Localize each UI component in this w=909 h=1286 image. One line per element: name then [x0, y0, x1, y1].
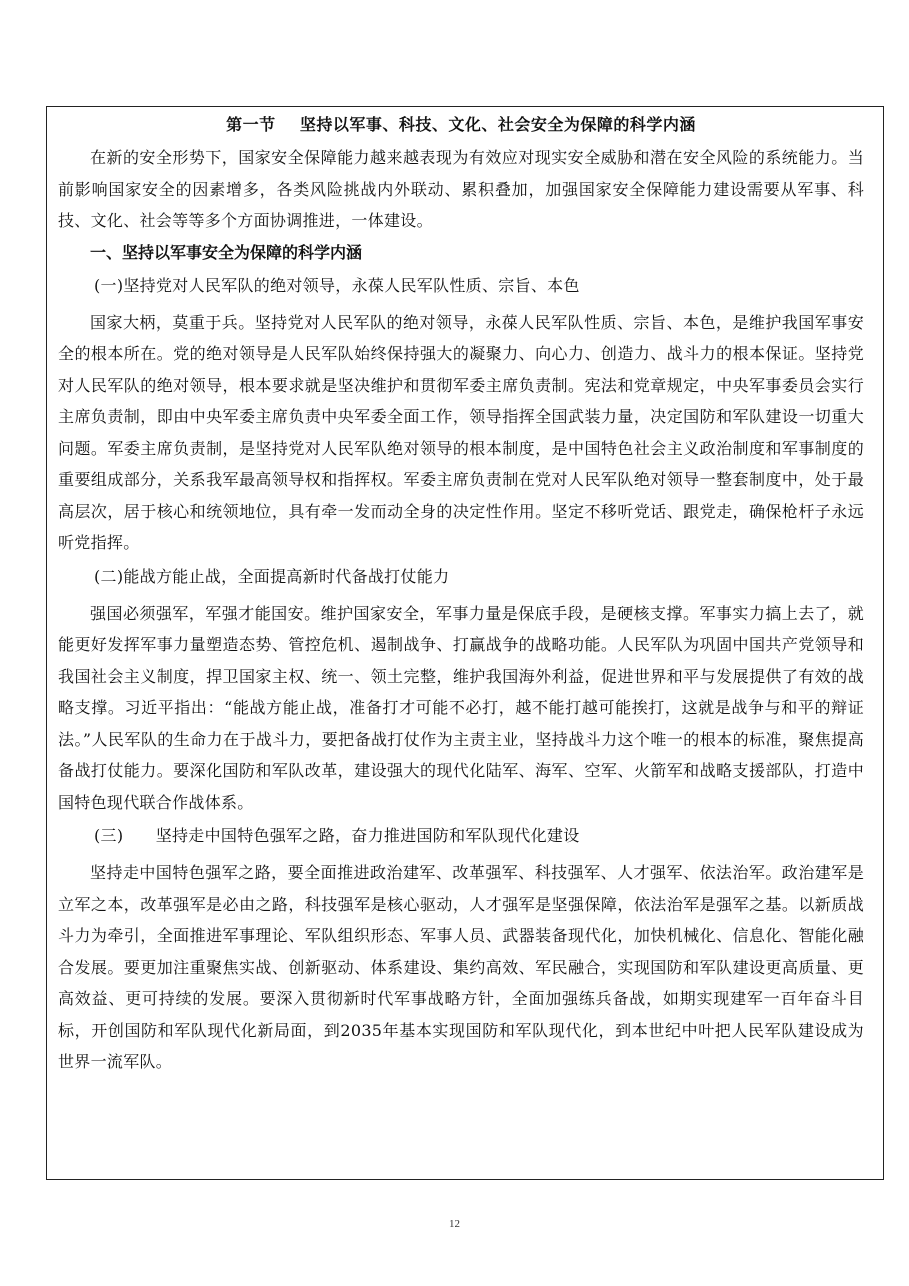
- heading-military-security: 一、坚持以军事安全为保障的科学内涵: [90, 242, 363, 262]
- document-body: [58, 110, 864, 1078]
- subheading-party-leadership: (一)坚持党对人民军队的绝对领导，永葆人民军队性质、宗旨、本色: [94, 275, 580, 295]
- paragraph-strong-military-path: 坚持走中国特色强军之路，要全面推进政治建军、改革强军、科技强军、人才强军、依法治军。政治建军是立军之本，改革强军是必由之路，科技强军是核心驱动，人才强军是坚强保障，依法治军是强军之基。以新质战斗力为牵引，全面推进军事理论、军队组织形态、军事人员、武器装备现代化，加快机械化、信息化、智能化融合发展。要更加注重聚焦实战、创新驱动、体系建设、集约高效、军民融合，实现国防和军队建设更高质量、更高效益、更可持续的发展。要深入贯彻新时代军事战略方针，全面加强练兵备战，如期实现建军一百年奋斗目标，开创国防和军队现代化新局面，到2035年基本实现国防和军队现代化，到本世纪中叶把人民军队建设成为世界一流军队。: [58, 863, 864, 1071]
- subheading-combat-readiness: (二)能战方能止战，全面提高新时代备战打仗能力: [94, 566, 450, 586]
- paragraph-party-leadership: 国家大柄，莫重于兵。坚持党对人民军队的绝对领导，永葆人民军队性质、宗旨、本色，是维护我国军事安全的根本所在。党的绝对领导是人民军队始终保持强大的凝聚力、向心力、创造力、战斗力的根本保证。坚持党对人民军队的绝对领导，根本要求就是坚决维护和贯彻军委主席负责制。宪法和党章规定，中央军事委员会实行主席负责制，即由中央军委主席负责中央军委全面工作，领导指挥全国武装力量，决定国防和军队建设一切重大问题。军委主席负责制，是坚持党对人民军队绝对领导的根本制度，是中国特色社会主义政治制度和军事制度的重要组成部分，关系我军最高领导权和指挥权。军委主席负责制在党对人民军队绝对领导一整套制度中，处于最高层次，居于核心和统领地位，具有牵一发而动全身的决定性作用。坚定不移听党话、跟党走，确保枪杆子永远听党指挥。: [58, 312, 864, 552]
- paragraph-combat-readiness: 强国必须强军，军强才能国安。维护国家安全，军事力量是保底手段，是硬核支撑。军事实力搞上去了，就能更好发挥军事力量塑造态势、管控危机、遏制战争、打赢战争的战略功能。人民军队为巩固中国共产党领导和我国社会主义制度，捍卫国家主权、统一、领土完整，维护我国海外利益，促进世界和平与发展提供了有效的战略支撑。习近平指出：“能战方能止战，准备打才可能不必打，越不能打越可能挨打，这就是战争与和平的辩证法。”人民军队的生命力在于战斗力，要把备战打仗作为主责主业，坚持战斗力这个唯一的根本的标准，聚焦提高备战打仗能力。要深化国防和军队改革，建设强大的现代化陆军、海军、空军、火箭军和战略支援部队，打造中国特色现代联合作战体系。: [58, 603, 864, 812]
- section-title: 第一节 坚持以军事、科技、文化、社会安全为保障的科学内涵: [226, 115, 696, 134]
- subheading-strong-military-path: (三) 坚持走中国特色强军之路，奋力推进国防和军队现代化建设: [94, 826, 580, 845]
- intro-paragraph: 在新的安全形势下，国家安全保障能力越来越表现为有效应对现实安全威胁和潜在安全风险的系统能力。当前影响国家安全的因素增多，各类风险挑战内外联动、累积叠加，加强国家安全保障能力建设需要从军事、科技、文化、社会等等多个方面协调推进，一体建设。: [58, 148, 864, 230]
- page-number: 12: [449, 1218, 460, 1230]
